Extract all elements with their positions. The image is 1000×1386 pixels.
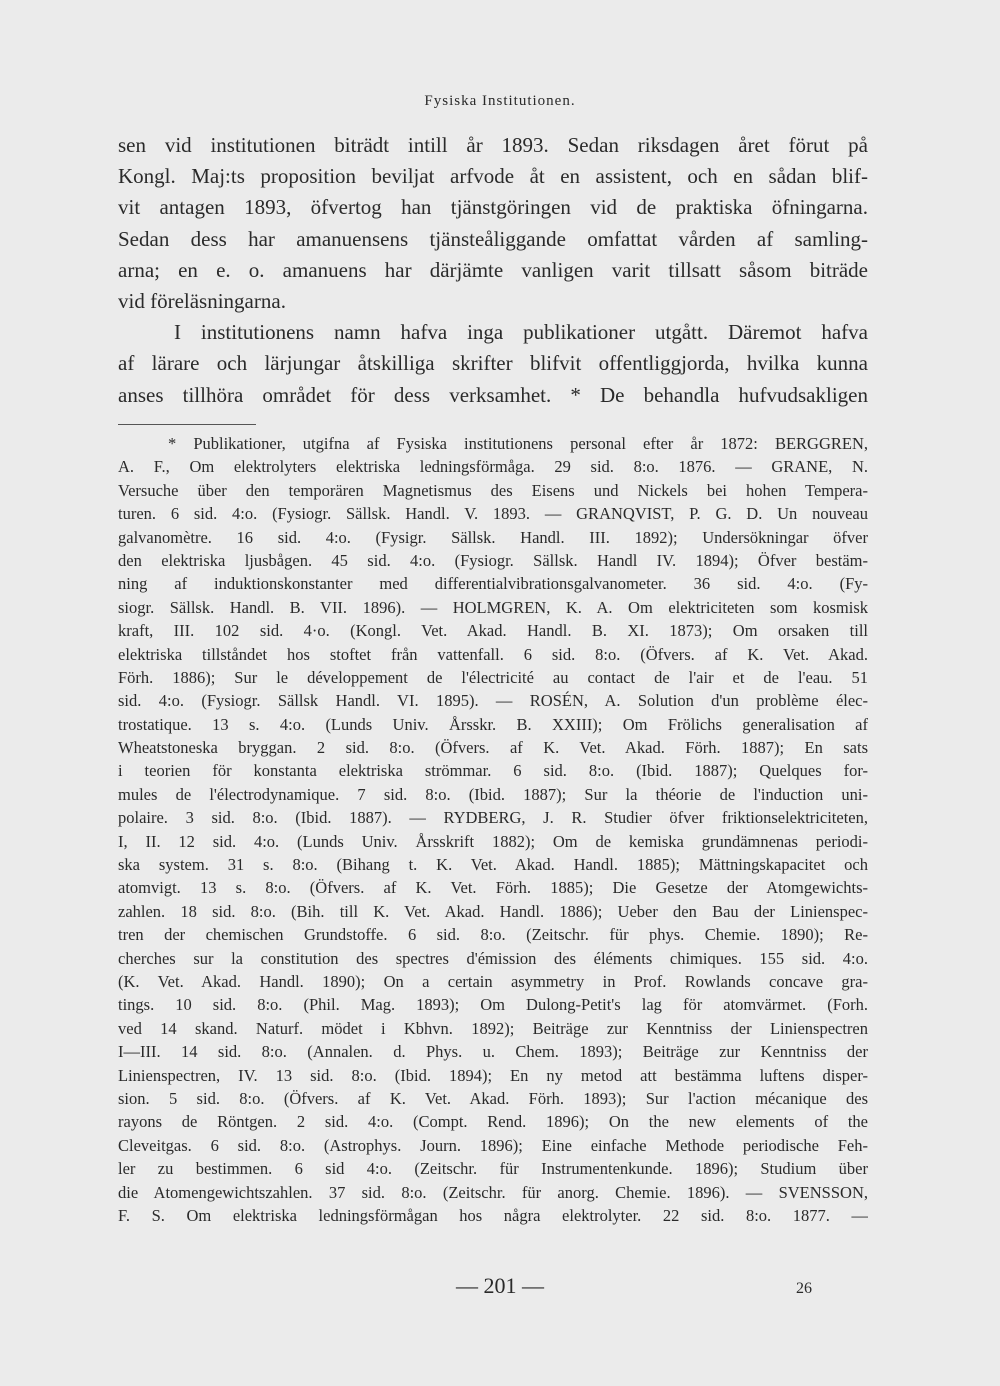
running-header: Fysiska Institutionen.	[424, 93, 576, 109]
footnote-text	[118, 432, 868, 1227]
footnote-line: tings. 10 sid. 8:o. (Phil. Mag. 1893); Om Dulong-Petit's lag för atomvärmet. (Forh.	[118, 995, 868, 1015]
footnote-line: I—III. 14 sid. 8:o. (Annalen. d. Phys. u. Chem. 1893); Beiträge zur Kenntniss der	[118, 1042, 868, 1062]
footnote-line: I, II. 12 sid. 4:o. (Lunds Univ. Årsskrift 1882); Om de kemiska grundämnenas periodi-	[118, 831, 868, 851]
footnote-line: A. F., Om elektrolyters elektriska ledningsförmåga. 29 sid. 8:o. 1876. — GRANE, N.	[118, 457, 868, 477]
footnote-line: trostatique. 13 s. 4:o. (Lunds Univ. Årsskr. B. XXIII); Om Frölichs generalisation af	[118, 714, 868, 734]
page-number: — 201 —	[456, 1273, 544, 1298]
footnote-line: elektriska tillståndet hos stoftet från vattenfall. 6 sid. 8:o. (Öfvers. af K. Vet. Akad.	[118, 644, 868, 664]
footnote-line: die Atomengewichtszahlen. 37 sid. 8:o. (Zeitschr. für anorg. Chemie. 1896). — SVENSSON,	[118, 1182, 868, 1202]
footnote-line: mules de l'électrodynamique. 7 sid. 8:o. (Ibid. 1887); Sur la théorie de l'induction uni-	[118, 784, 868, 804]
body-text	[118, 130, 868, 411]
footnote-line: ning af induktionskonstanter med differentialvibrationsgalvanometer. 36 sid. 4:o. (Fy-	[118, 574, 868, 594]
footnote-line: rayons de Röntgen. 2 sid. 4:o. (Compt. Rend. 1896); On the new elements of the	[118, 1112, 868, 1132]
footnote-line: zahlen. 18 sid. 8:o. (Bih. till K. Vet. Akad. Handl. 1886); Ueber den Bau der Linienspec-	[118, 901, 868, 921]
body-line: arna; en e. o. amanuens har därjämte vanligen varit tillsatt såsom biträde	[118, 257, 868, 282]
footnote-line: ler zu bestimmen. 6 sid 4:o. (Zeitschr. für Instrumentenkunde. 1896); Studium über	[118, 1159, 868, 1179]
footnote-line: * Publikationer, utgifna af Fysiska institutionens personal efter år 1872: BERGGREN,	[168, 434, 868, 453]
body-line: af lärare och lärjungar åtskilliga skrifter blifvit offentliggjorda, hvilka kunna	[118, 351, 868, 376]
footnote-line: kraft, III. 102 sid. 4·o. (Kongl. Vet. Akad. Handl. B. XI. 1873); Om orsaken till	[118, 621, 868, 641]
footnote-line: cherches sur la constitution des spectres d'émission des éléments chimiques. 155 sid. 4:o.	[118, 948, 868, 968]
footnote-line: F. S. Om elektriska ledningsförmågan hos några elektrolyter. 22 sid. 8:o. 1877. —	[118, 1205, 868, 1225]
footnote-line: polaire. 3 sid. 8:o. (Ibid. 1887). — RYDBERG, J. R. Studier öfver friktionselektriciteten,	[118, 808, 868, 828]
footnote-line: Wheatstoneska bryggan. 2 sid. 8:o. (Öfvers. af K. Vet. Akad. Förh. 1887); En sats	[118, 738, 868, 758]
footnote-line: Cleveitgas. 6 sid. 8:o. (Astrophys. Journ. 1896); Eine einfache Methode periodische Feh-	[118, 1135, 868, 1155]
body-line: vit antagen 1893, öfvertog han tjänstgöringen vid de praktiska öfningarna.	[118, 195, 868, 220]
footnote-rule	[118, 424, 256, 425]
footnote-line: tren der chemischen Grundstoffe. 6 sid. 8:o. (Zeitschr. für phys. Chemie. 1890); Re-	[118, 925, 868, 945]
footnote-line: ved 14 skand. Naturf. mödet i Kbhvn. 1892); Beiträge zur Kenntniss der Linienspectren	[118, 1018, 868, 1038]
footnote-line: galvanomètre. 16 sid. 4:o. (Fysigr. Sällsk. Handl. III. 1892); Undersökningar öfver	[118, 527, 868, 547]
body-line: sen vid institutionen biträdt intill år 1893. Sedan riksdagen året förut på	[118, 133, 868, 157]
footnote-line: sion. 5 sid. 8:o. (Öfvers. af K. Vet. Akad. Förh. 1893); Sur l'action mécanique des	[118, 1088, 868, 1108]
footnote-line: (K. Vet. Akad. Handl. 1890); On a certain asymmetry in Prof. Rowlands concave gra-	[118, 971, 868, 991]
footnote-line: sid. 4:o. (Fysiogr. Sällsk Handl. VI. 1895). — ROSÉN, A. Solution d'un problème élec-	[118, 691, 868, 711]
footnote-line: atomvigt. 13 s. 8:o. (Öfvers. af K. Vet. Förh. 1885); Die Gesetze der Atomgewichts-	[118, 878, 868, 898]
body-line: I institutionens namn hafva inga publikationer utgått. Däremot hafva	[174, 320, 868, 345]
body-line: anses tillhöra området för dess verksamhet. * De behandla hufvudsakligen	[118, 382, 868, 407]
footnote-line: Förh. 1886); Sur le développement de l'électricité au contact de l'air et de l'eau. 51	[118, 667, 868, 687]
footnote-line: siogr. Sällsk. Handl. B. VII. 1896). — HOLMGREN, K. A. Om elektriciteten som kosmisk	[118, 597, 868, 617]
footnote-line: den elektriska ljusbågen. 45 sid. 4:o. (Fysiogr. Sällsk. Handl IV. 1894); Öfver bestäm-	[118, 550, 868, 570]
footnote-line: Linienspectren, IV. 13 sid. 8:o. (Ibid. 1894); En ny metod att bestämma luftens disper-	[118, 1065, 868, 1085]
body-line: Kongl. Maj:ts proposition beviljat arfvode åt en assistent, och en sådan blif-	[118, 164, 868, 189]
footnote-line: Versuche über den temporären Magnetismus des Eisens und Nickels bei hohen Tempera-	[118, 480, 868, 500]
footnote-line: turen. 6 sid. 4:o. (Fysiogr. Sällsk. Handl. V. 1893. — GRANQVIST, P. G. D. Un nouveau	[118, 504, 868, 524]
body-line: Sedan dess har amanuensens tjänsteåliggande omfattat vården af samling-	[118, 226, 868, 251]
footnote-line: i teorien för konstanta elektriska strömmar. 6 sid. 8:o. (Ibid. 1887); Quelques for-	[118, 761, 868, 781]
footnote-line: ska system. 31 s. 8:o. (Bihang t. K. Vet. Akad. Handl. 1885); Mättningskapacitet och	[118, 855, 868, 875]
body-line: vid föreläsningarna.	[118, 288, 286, 313]
signature-mark: 26	[796, 1280, 812, 1297]
